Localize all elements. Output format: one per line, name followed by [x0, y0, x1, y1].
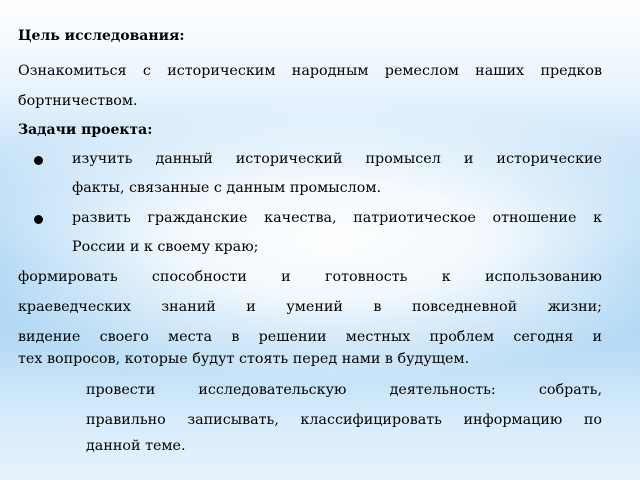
goal-heading: Цель исследования:	[18, 28, 185, 44]
paragraph-line-2: краеведческих знаний и умений в повседневной жизни;	[18, 299, 602, 315]
paragraph-line-4: тех вопросов, которые будут стоять перед нами в будущем.	[18, 351, 470, 367]
bullet-dot-icon	[34, 215, 43, 224]
bullet-1-line-1: изучить данный исторический промысел и исторические	[72, 151, 602, 167]
indented-line-3: данной теме.	[86, 438, 186, 454]
paragraph-line-3: видение своего места в решении местных проблем сегодня и	[18, 329, 602, 345]
paragraph-line-1: формировать способности и готовность к использованию	[18, 269, 602, 285]
goal-text-line-2: бортничеством.	[18, 93, 138, 109]
bullet-1-line-2: факты, связанные с данным промыслом.	[72, 180, 381, 196]
bullet-2-line-1: развить гражданские качества, патриотическое отношение к	[72, 210, 602, 226]
bullet-2-line-2: России и к своему краю;	[72, 239, 259, 255]
indented-line-2: правильно записывать, классифицировать информацию по	[86, 412, 602, 428]
tasks-heading: Задачи проекта:	[18, 122, 153, 138]
indented-line-1: провести исследовательскую деятельность: собрать,	[86, 382, 602, 398]
goal-text-line-1: Ознакомиться с историческим народным ремеслом наших предков	[18, 63, 602, 79]
bullet-dot-icon	[34, 156, 43, 165]
